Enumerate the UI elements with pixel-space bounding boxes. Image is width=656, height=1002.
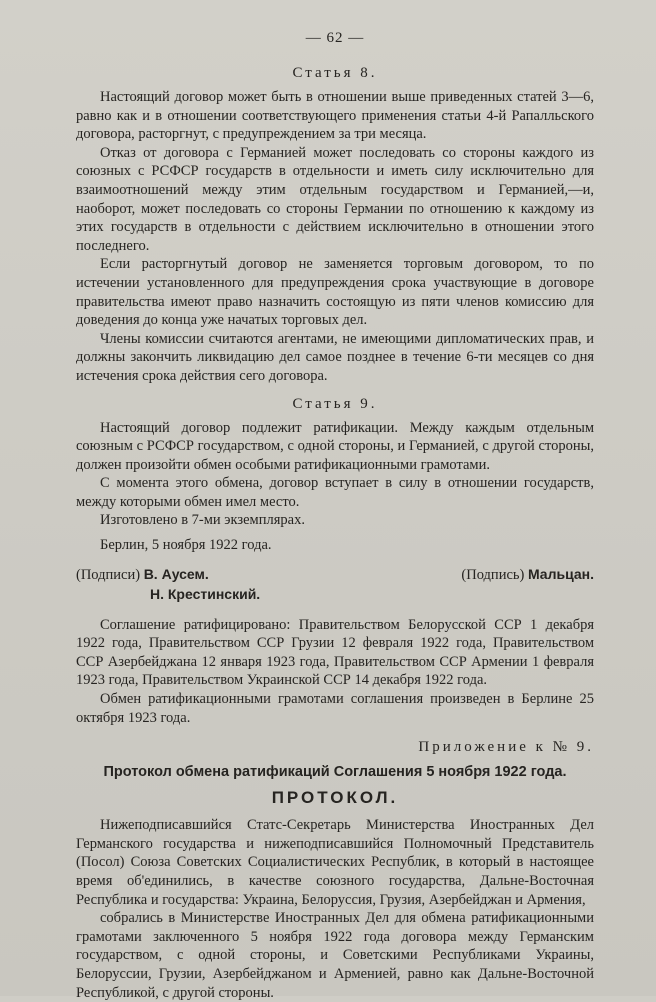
article-8-paragraph: Отказ от договора с Германией может последовать со стороны каждого из союзных с РСФСР государств в отдельности и иметь силу исключительно для взаимоотношений между этим отдельным государством и Германией,—и, наоборот, может последовать со стороны Германии по отношению к каждому из этих государств в отдельности с действием исключительно в отношении этого последнего. xyxy=(76,144,594,254)
article-8-paragraph: Настоящий договор может быть в отношении выше приведенных статей 3—6, равно как и в отношении соответствующего применения статьи 4-й Рапалльского договора, расторгнут, с предупреждением за три месяца. xyxy=(76,89,594,143)
ratification-paragraph: Соглашение ратифицировано: Правительством Белорусской ССР 1 декабря 1922 года, Правительством ССР Грузии 12 февраля 1922 года, Правительством ССР Азербейджана 12 января 1923 года, Правительством ССР Армении 1 февраля 1923 года, Правительством Украинской ССР 14 декабря 1922 года. xyxy=(76,616,594,689)
signature-krestinsky: Н. Крестинский. xyxy=(150,585,261,602)
ratification-paragraph: Обмен ратификационными грамотами соглашения произведен в Берлине 25 октября 1923 года. xyxy=(76,691,594,726)
annex-label: Приложение к № 9. xyxy=(418,739,594,756)
signatures-left xyxy=(76,565,209,585)
article-9-paragraph: Настоящий договор подлежит ратификации. Между каждым отдельным союзным с РСФСР государством, с одной стороны, и Германией, с другой стороны, должен произойти обмен особыми ратификационными грамотами. xyxy=(76,419,594,473)
signatures-right-prefix: (Подпись) xyxy=(461,566,525,583)
article-9-heading: Статья 9. xyxy=(292,395,378,412)
place-date: Берлин, 5 ноября 1922 года. xyxy=(100,537,272,554)
signature-maltzan: Мальцан. xyxy=(527,565,594,582)
signatures xyxy=(76,565,594,585)
article-9-paragraph: Изготовлено в 7-ми экземплярах. xyxy=(100,512,305,529)
article-8-paragraph: Если расторгнутый договор не заменяется торговым договором, то по истечении установленного для предупреждения срока участвующие в договоре правительства имеют право назначить состоящую из пяти членов комиссию для доведения до конца уже начатых торговых дел. xyxy=(76,256,594,329)
spacer xyxy=(76,604,594,616)
article-8-heading: Статья 8. xyxy=(292,65,378,81)
signatures-left-prefix: (Подписи) xyxy=(76,566,141,583)
article-9-paragraph: С момента этого обмена, договор вступает в силу в отношении государств, между которыми обмен имел место. xyxy=(76,475,594,510)
page-number: — 62 — xyxy=(305,30,365,46)
signatures-right xyxy=(461,565,594,585)
protocol-heading: ПРОТОКОЛ. xyxy=(271,788,399,808)
article-8-paragraph: Члены комиссии считаются агентами, не имеющими дипломатических прав, и должны закончить ликвидацию дел самое позднее в течение 6-ти месяцев со дня истечения срока действия сего договора. xyxy=(76,330,594,384)
protocol-paragraph: собрались в Министерстве Иностранных Дел для обмена ратификационными грамотами заключенного 5 ноября 1922 года договора между Германским государством, с одной стороны, и Советскими Республиками Украины, Белоруссии, Грузии, Азербейджаном и Арменией, равно как Дальне-Восточной Республикой, с другой стороны. xyxy=(76,910,594,1001)
protocol-title: Протокол обмена ратификаций Соглашения 5 ноября 1922 года. xyxy=(103,764,567,781)
protocol-paragraph: Нижеподписавшийся Статс-Секретарь Министерства Иностранных Дел Германского государства и нижеподписавшийся Полномочный Представитель (Посол) Союза Советских Социалистических Республик, в который в настоящее время об'единились, в качестве союзного государства, Дальне-Восточная Республика и государства: Украина, Белоруссия, Грузия, Азербейджан и Армения, xyxy=(76,817,594,908)
signature-ausem: В. Аусем. xyxy=(143,565,209,582)
